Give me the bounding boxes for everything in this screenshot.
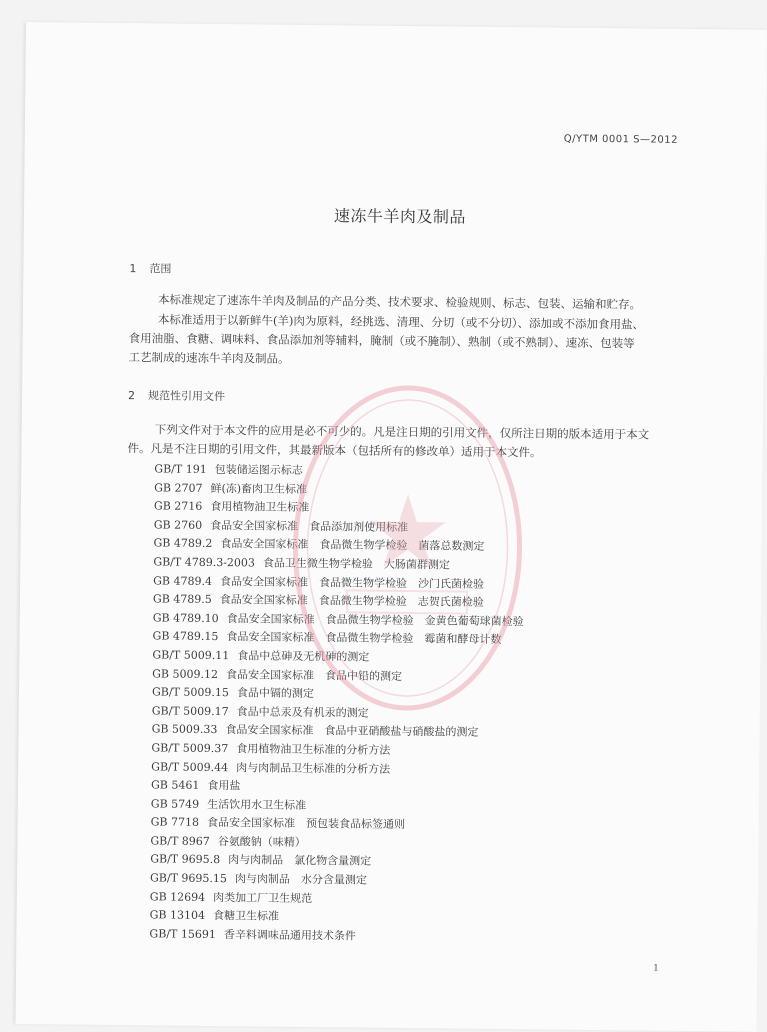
reference-code: GB 4789.15 (152, 629, 219, 644)
section-1-para-2-line-3: 工艺制成的速冻牛羊肉及制品。 (128, 350, 290, 366)
reference-title: 包装储运图示标志 (214, 463, 303, 477)
reference-title: 食品安全国家标准 食品中铅的测定 (225, 667, 403, 683)
reference-title: 食品安全国家标准 预包装食品标签通则 (206, 816, 406, 832)
reference-code: GB 2716 (153, 499, 203, 514)
reference-title: 鲜(冻)畜肉卫生标准 (210, 481, 308, 496)
reference-code: GB/T 5009.37 (151, 741, 229, 756)
reference-code: GB/T 9695.15 (149, 871, 228, 886)
reference-code: GB 4789.4 (153, 573, 213, 588)
reference-title: 肉类加工厂卫生规范 (213, 890, 313, 905)
reference-code: GB 5749 (150, 797, 200, 811)
reference-code: GB/T 191 (154, 462, 207, 476)
reference-title: 肉与肉制品卫生标准的分析方法 (236, 760, 391, 776)
reference-title: 食品安全国家标准 食品微生物学检验 沙门氏菌检验 (219, 574, 485, 591)
section-1-heading (129, 260, 171, 276)
reference-code: GB/T 5009.15 (151, 685, 229, 700)
reference-title: 香辛料调味品通用技术条件 (223, 927, 356, 943)
section-1-para-1: 本标准规定了速冻牛羊肉及制品的产品分类、技术要求、检验规则、标志、包装、运输和贮存。 (158, 292, 642, 312)
reference-title: 食品安全国家标准 食品微生物学检验 金黄色葡萄球菌检验 (226, 611, 524, 628)
reference-title: 食品安全国家标准 食品中亚硝酸盐与硝酸盐的测定 (225, 723, 479, 740)
reference-code: GB/T 15691 (149, 927, 216, 941)
reference-title: 食品安全国家标准 食品微生物学检验 霉菌和酵母计数 (226, 630, 502, 647)
section-1-para-2-line-2: 食用油脂、食糖、调味料、食品添加剂等辅料，腌制（或不腌制）、熟制（或不熟制）、速冻、包装等 (128, 331, 635, 351)
reference-code: GB 5009.33 (151, 722, 218, 737)
reference-title: 食用植物油卫生标准的分析方法 (236, 742, 391, 757)
reference-title: 生活饮用水卫生标准 (207, 797, 307, 812)
reference-code: GB 4789.10 (152, 611, 219, 625)
document-title: 速冻牛羊肉及制品 (333, 206, 467, 227)
reference-title: 食糖卫生标准 (212, 909, 280, 923)
reference-title: 食品中镉的测定 (236, 686, 314, 701)
reference-code: GB/T 8967 (150, 834, 210, 848)
reference-title: 食品安全国家标准 食品添加剂使用标准 (210, 518, 409, 534)
section-2-intro-line-2: 件。凡是不注日期的引用文件，其最新版本（包括所有的修改单）适用于本文件。 (127, 441, 542, 460)
section-1-number: 1 (129, 262, 137, 276)
reference-title: 食品中总砷及无机砷的测定 (237, 649, 370, 664)
reference-title: 食品安全国家标准 食品微生物学检验 志贺氏菌检验 (219, 593, 484, 609)
reference-code: GB 13104 (149, 908, 206, 923)
reference-code: GB 2760 (153, 518, 203, 532)
section-2-number: 2 (128, 389, 136, 403)
page-number: 1 (653, 963, 659, 974)
reference-title: 食品安全国家标准 食品微生物学检验 菌落总数测定 (220, 537, 485, 554)
reference-code: GB 5461 (150, 778, 200, 792)
reference-title: 谷氨酸钠（味精） (217, 834, 306, 849)
section-2-intro-line-1: 下列文件对于本文件的应用是必不可少的。凡是注日期的引用文件，仅所注日期的版本适用于本文 (154, 422, 650, 442)
reference-code: GB 4789.2 (153, 536, 213, 551)
section-2-title: 规范性引用文件 (148, 389, 226, 404)
reference-title: 食品中总汞及有机汞的测定 (236, 704, 369, 720)
section-1-para-2-line-1: 本标准适用于以新鲜牛(羊)肉为原料，经挑选、清理、分切（或不分切）、添加或不添加食用盐、 (157, 312, 645, 332)
reference-item (149, 925, 520, 947)
reference-title: 食用盐 (207, 779, 241, 793)
reference-code: GB/T 5009.17 (151, 704, 229, 718)
reference-title: 食品卫生微生物学检验 大肠菌群测定 (262, 556, 451, 572)
reference-code: GB 5009.12 (152, 666, 219, 681)
section-1-title: 范围 (149, 262, 172, 276)
section-2-heading (128, 387, 225, 404)
reference-code: GB 7718 (150, 815, 200, 830)
reference-code: GB/T 9695.8 (150, 852, 221, 867)
reference-title: 食用植物油卫生标准 (210, 500, 310, 515)
document-code: Q/YTM 0001 S—2012 (563, 133, 679, 146)
reference-code: GB 4789.5 (152, 592, 212, 607)
reference-title: 肉与肉制品 水分含量测定 (234, 872, 368, 887)
reference-title: 肉与肉制品 氯化物含量测定 (228, 853, 372, 869)
reference-code: GB/T 5009.11 (152, 648, 230, 663)
reference-code: GB 2707 (154, 480, 203, 495)
reference-code: GB 12694 (149, 890, 206, 904)
reference-code: GB/T 5009.44 (151, 759, 229, 774)
document-page (16, 22, 767, 1032)
normative-references-list (149, 460, 525, 947)
reference-code: GB/T 4789.3-2003 (153, 555, 256, 570)
